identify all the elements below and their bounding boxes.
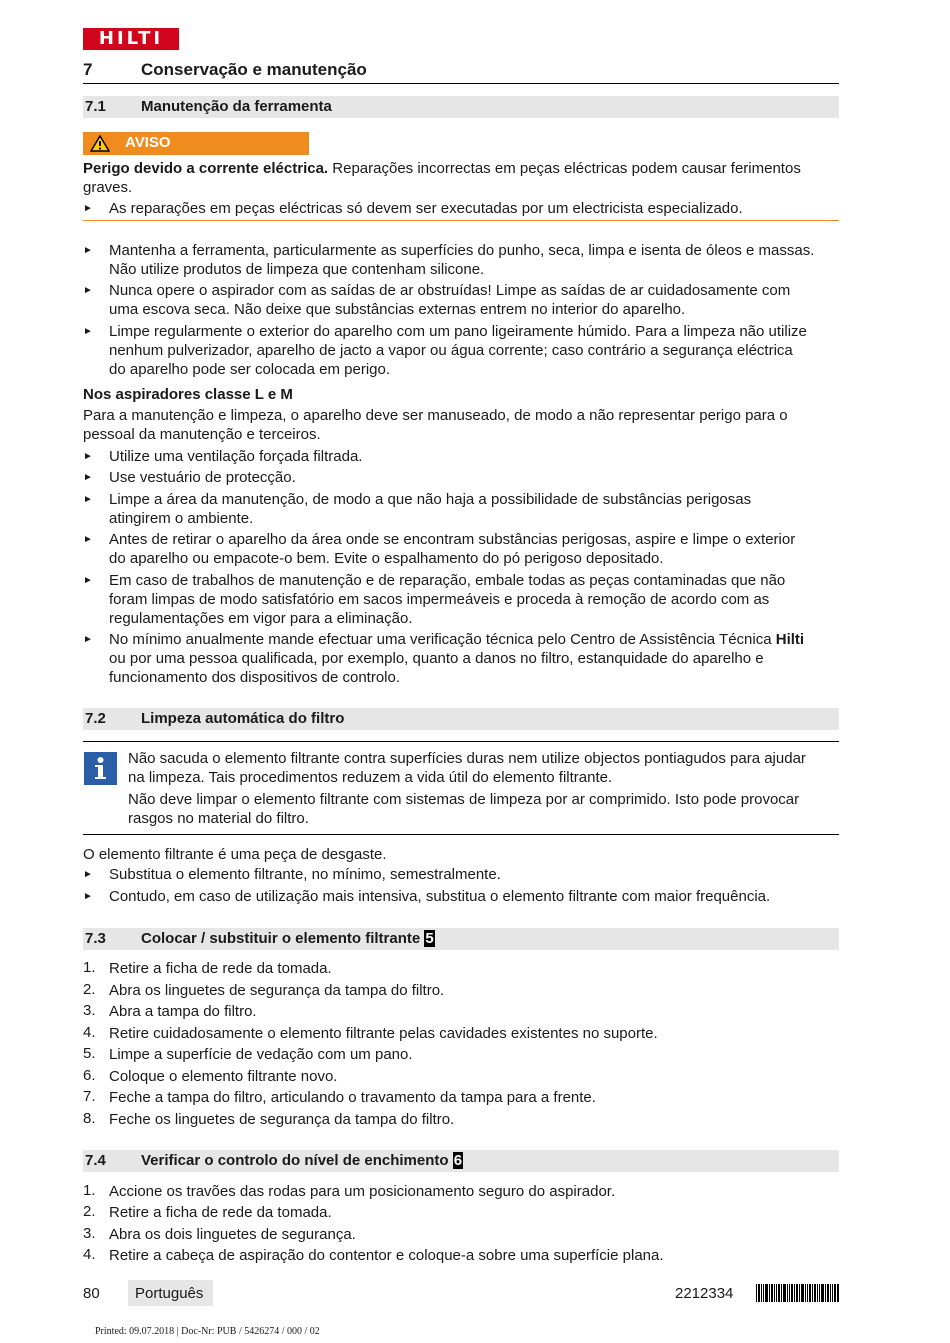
step-number: 1. <box>83 959 96 976</box>
list-item: Mantenha a ferramenta, particularmente as superfícies do punho, seca, limpa e isenta de óleos e massas. <box>109 242 815 259</box>
note-bottom-rule <box>83 834 839 835</box>
step-text: Feche a tampa do filtro, articulando o travamento da tampa para a frente. <box>109 1089 596 1106</box>
subsection-number: 7.3 <box>85 930 106 947</box>
list-item: Utilize uma ventilação forçada filtrada. <box>109 448 363 465</box>
list-item: Limpe a área da manutenção, de modo a que não haja a possibilidade de substâncias perigosas <box>109 491 752 508</box>
subsection-number: 7.4 <box>85 1152 106 1169</box>
list-item: Em caso de trabalhos de manutenção e de reparação, embale todas as peças contaminadas que não <box>109 572 786 589</box>
figure-ref: 6 <box>453 1152 463 1169</box>
subsection-heading-7-2 <box>83 708 839 730</box>
bullet-icon: ► <box>83 494 93 505</box>
step-text: Retire cuidadosamente o elemento filtrante pelas cavidades existentes no suporte. <box>109 1025 658 1042</box>
note-text: Não sacuda o elemento filtrante contra superfícies duras nem utilize objectos pontiagudos para ajudar <box>128 750 806 767</box>
subsection-heading-7-1 <box>83 96 839 118</box>
list-item: Substitua o elemento filtrante, no mínimo, semestralmente. <box>109 866 501 883</box>
warning-triangle-icon <box>90 135 110 152</box>
step-number: 2. <box>83 981 96 998</box>
step-text: Feche os linguetes de segurança da tampa do filtro. <box>109 1111 455 1128</box>
step-text: Abra os linguetes de segurança da tampa do filtro. <box>109 982 445 999</box>
sub-heading: Nos aspiradores classe L e M <box>83 386 293 403</box>
list-item: No mínimo anualmente mande efectuar uma verificação técnica pelo Centro de Assistência Técnica Hilti <box>109 631 805 648</box>
subsection-heading-7-4 <box>83 1150 839 1172</box>
step-text: Abra a tampa do filtro. <box>109 1003 257 1020</box>
section-title: Conservação e manutenção <box>141 60 367 79</box>
bullet-icon: ► <box>83 326 93 337</box>
list-item: Contudo, em caso de utilização mais intensiva, substitua o elemento filtrante com maior frequência. <box>109 888 771 905</box>
list-item-cont: foram limpas de modo satisfatório em sacos impermeáveis e proceda à remoção de acordo com as <box>109 591 770 608</box>
list-item: Use vestuário de protecção. <box>109 469 296 486</box>
step-number: 3. <box>83 1225 96 1242</box>
language-tag: Português <box>128 1280 213 1306</box>
bullet-icon: ► <box>83 472 93 483</box>
paragraph-cont: pessoal da manutenção e terceiros. <box>83 426 321 443</box>
step-text: Limpe a superfície de vedação com um pano. <box>109 1046 413 1063</box>
step-number: 1. <box>83 1182 96 1199</box>
bullet-icon: ► <box>83 575 93 586</box>
warning-bullet-text: As reparações em peças eléctricas só devem ser executadas por um electricista especializado. <box>109 200 743 217</box>
info-icon <box>84 752 117 785</box>
step-number: 4. <box>83 1246 96 1263</box>
step-text: Abra os dois linguetes de segurança. <box>109 1226 356 1243</box>
subsection-title: Manutenção da ferramenta <box>141 98 332 115</box>
warning-banner <box>83 132 309 155</box>
step-text: Accione os travões das rodas para um posicionamento seguro do aspirador. <box>109 1183 616 1200</box>
step-number: 7. <box>83 1088 96 1105</box>
list-item: Limpe regularmente o exterior do aparelho com um pano ligeiramente húmido. Para a limpeza não utilize <box>109 323 807 340</box>
list-item: Nunca opere o aspirador com as saídas de ar obstruídas! Limpe as saídas de ar cuidadosamente com <box>109 282 791 299</box>
note-text: Não deve limpar o elemento filtrante com sistemas de limpeza por ar comprimido. Isto pode provocar <box>128 791 800 808</box>
subsection-title: Colocar / substituir o elemento filtrante 5 <box>141 930 434 947</box>
step-number: 4. <box>83 1024 96 1041</box>
step-number: 3. <box>83 1002 96 1019</box>
step-text: Retire a ficha de rede da tomada. <box>109 960 332 977</box>
step-text: Retire a ficha de rede da tomada. <box>109 1204 332 1221</box>
list-item: Antes de retirar o aparelho da área onde se encontram substâncias perigosas, aspire e limpe o exterior <box>109 531 796 548</box>
barcode-icon <box>756 1284 839 1302</box>
step-number: 5. <box>83 1045 96 1062</box>
warning-text-cont: graves. <box>83 179 133 196</box>
section-heading <box>83 59 839 84</box>
list-item-cont: nenhum pulverizador, aparelho de jacto a vapor ou água corrente; caso contrário a segurança eléctrica <box>109 342 793 359</box>
subsection-number: 7.2 <box>85 710 106 727</box>
section-number: 7 <box>83 60 93 79</box>
step-number: 8. <box>83 1110 96 1127</box>
page-number: 80 <box>83 1285 100 1302</box>
subsection-title: Limpeza automática do filtro <box>141 710 345 727</box>
list-item-cont: do aparelho ou empacote-o bem. Evite o espalhamento do pó perigoso depositado. <box>109 550 664 567</box>
subsection-title: Verificar o controlo do nível de enchimento 6 <box>141 1152 463 1169</box>
bullet-icon: ► <box>83 869 93 880</box>
warning-label: AVISO <box>125 134 171 151</box>
list-item-cont: do aparelho pode ser colocada em perigo. <box>109 361 391 378</box>
list-item-cont: atingirem o ambiente. <box>109 510 254 527</box>
warning-rule <box>83 220 839 221</box>
subsection-number: 7.1 <box>85 98 106 115</box>
paragraph: O elemento filtrante é uma peça de desgaste. <box>83 846 387 863</box>
bullet-icon: ► <box>83 203 93 214</box>
figure-ref: 5 <box>425 930 434 947</box>
bullet-icon: ► <box>83 285 93 296</box>
list-item-cont: funcionamento dos dispositivos de controlo. <box>109 669 401 686</box>
paragraph: Para a manutenção e limpeza, o aparelho deve ser manuseado, de modo a não representar perigo para o <box>83 407 788 424</box>
note-top-rule <box>83 741 839 742</box>
bullet-icon: ► <box>83 451 93 462</box>
warning-text: Perigo devido a corrente eléctrica. Reparações incorrectas em peças eléctricas podem causar ferimentos <box>83 160 801 177</box>
list-item-cont: regulamentações em vigor para a eliminação. <box>109 610 413 627</box>
note-text-cont: na limpeza. Tais procedimentos reduzem a vida útil do elemento filtrante. <box>128 769 613 786</box>
print-info: Printed: 09.07.2018 | Doc-Nr: PUB / 5426274 / 000 / 02 <box>95 1326 320 1337</box>
list-item-cont: uma escova seca. Não deixe que substâncias externas entrem no interior do aparelho. <box>109 301 686 318</box>
step-text: Coloque o elemento filtrante novo. <box>109 1068 338 1085</box>
bullet-icon: ► <box>83 534 93 545</box>
step-number: 6. <box>83 1067 96 1084</box>
step-number: 2. <box>83 1203 96 1220</box>
bullet-icon: ► <box>83 245 93 256</box>
hilti-logo: HILTI <box>83 28 179 50</box>
bullet-icon: ► <box>83 891 93 902</box>
step-text: Retire a cabeça de aspiração do contentor e coloque-a sobre uma superfície plana. <box>109 1247 664 1264</box>
document-code: 2212334 <box>675 1285 734 1302</box>
list-item-cont: Não utilize produtos de limpeza que contenham silicone. <box>109 261 485 278</box>
subsection-heading-7-3 <box>83 928 839 950</box>
bullet-icon: ► <box>83 634 93 645</box>
note-text-cont: rasgos no material do filtro. <box>128 810 309 827</box>
list-item-cont: ou por uma pessoa qualificada, por exemplo, quanto a danos no filtro, estanquidade do aparelho e <box>109 650 764 667</box>
